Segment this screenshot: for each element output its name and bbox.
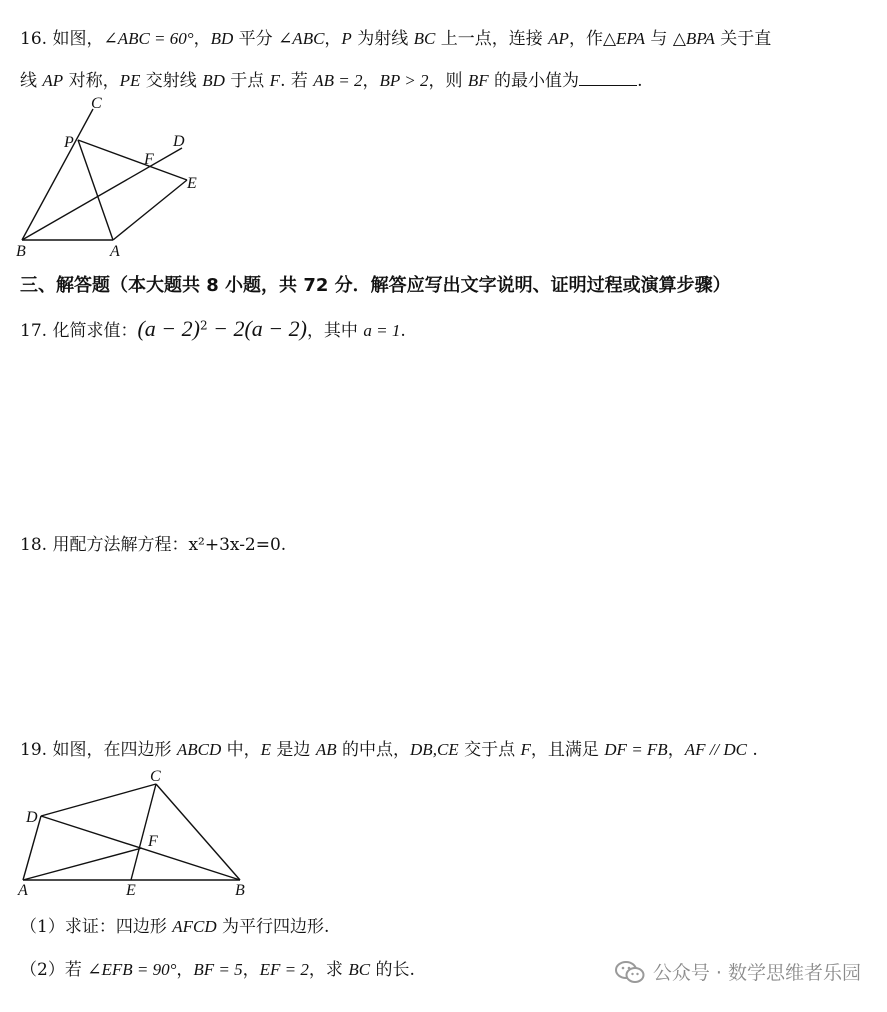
text: 关于直: [714, 29, 772, 49]
text: 的最小值为: [488, 71, 580, 91]
text: 为射线: [351, 29, 414, 49]
label-c: C: [91, 95, 102, 112]
text: 中，: [221, 740, 261, 760]
q16-line2: [20, 66, 642, 91]
math-bf-eq-5: BF = 5: [193, 960, 243, 979]
text: 的中点，: [336, 740, 411, 760]
math-bc: BC: [413, 29, 436, 48]
math-bp-gt-2: BP > 2: [379, 71, 429, 90]
text: .: [637, 71, 643, 91]
text: （2）若: [20, 960, 88, 980]
segment-cb: [156, 784, 240, 880]
math-f: F: [520, 740, 531, 759]
text: 对称，: [63, 71, 120, 91]
q17-line: [20, 316, 406, 342]
math-angle-abc-2: ∠ABC: [278, 29, 325, 48]
text: ，求: [308, 960, 349, 980]
label-b: B: [235, 882, 245, 899]
figure-q19: [0, 762, 260, 902]
label-e: E: [126, 882, 136, 899]
label-f: F: [144, 151, 154, 168]
math-angle-abc: ∠ABC = 60°: [103, 29, 194, 48]
text: ，则: [428, 71, 468, 91]
math-bd: BD: [210, 29, 234, 48]
math-df-eq-fb: DF = FB: [604, 740, 668, 759]
text: 的长.: [370, 960, 415, 980]
math-exponent: 2: [199, 318, 208, 333]
math-bc: BC: [348, 960, 371, 979]
text: 交于点: [458, 740, 521, 760]
label-a: A: [110, 243, 120, 260]
text: 与: [645, 29, 673, 49]
text: ，且满足: [530, 740, 605, 760]
q16-number: 16. 如图，: [20, 29, 104, 49]
text: ，作: [568, 29, 603, 49]
text: 线: [20, 71, 43, 91]
math-db-ce: DB,CE: [410, 740, 459, 759]
math-triangle-epa: △EPA: [602, 29, 645, 48]
text: （1）求证：四边形: [20, 917, 173, 937]
segment-af: [23, 848, 142, 880]
label-d: D: [173, 133, 185, 150]
segment-ce: [131, 784, 156, 880]
watermark: [615, 958, 861, 985]
text: 交射线: [140, 71, 203, 91]
text: 上一点，连接: [435, 29, 549, 49]
q19-line: [20, 735, 758, 760]
segment-ae: [113, 180, 187, 240]
text: ，: [176, 960, 194, 980]
text: . 若: [280, 71, 314, 91]
text: ，其中: [306, 321, 364, 341]
segment-dc: [41, 784, 156, 816]
text: 为平行四边形.: [216, 917, 330, 937]
math-e: E: [260, 740, 272, 759]
q19-number: 19. 如图，在四边形: [20, 740, 177, 760]
text: ，: [362, 71, 380, 91]
math-angle-efb: ∠EFB = 90°: [87, 960, 177, 979]
label-a: A: [18, 882, 28, 899]
math-afcd: AFCD: [172, 917, 217, 936]
math-a-eq-1: a = 1: [363, 321, 401, 340]
math-abcd: ABCD: [176, 740, 222, 759]
math-f: F: [269, 71, 281, 90]
text: .: [400, 321, 406, 341]
segment-pe: [78, 140, 187, 180]
q19-sub1: [20, 912, 329, 937]
figure-q16: [0, 92, 220, 262]
label-c: C: [150, 768, 161, 785]
wechat-icon: [615, 960, 645, 984]
math-ab-eq-2: AB = 2: [313, 71, 363, 90]
math-expr-2: − 2(a − 2): [207, 316, 307, 341]
text: 是边: [271, 740, 316, 760]
text: ，: [324, 29, 342, 49]
section-heading: 三、解答题（本大题共 8 小题，共 72 分．解答应写出文字说明、证明过程或演算步骤）: [20, 275, 731, 296]
q17-number: 17. 化简求值：: [20, 321, 138, 341]
math-bd: BD: [202, 71, 225, 90]
text: 于点: [224, 71, 270, 91]
q16-line1: [20, 24, 771, 49]
math-bf: BF: [467, 71, 489, 90]
math-ap: AP: [548, 29, 569, 48]
answer-blank[interactable]: [579, 71, 637, 86]
segment-bd: [22, 148, 182, 240]
math-af-parallel-dc: AF // DC: [684, 740, 748, 759]
text: ，: [193, 29, 211, 49]
math-p: P: [341, 29, 352, 48]
math-ab: AB: [315, 740, 337, 759]
label-d: D: [26, 809, 38, 826]
math-triangle-bpa: △BPA: [672, 29, 715, 48]
text: 平分: [233, 29, 279, 49]
label-e: E: [187, 175, 197, 192]
math-ef-eq-2: EF = 2: [259, 960, 309, 979]
math-ap: AP: [42, 71, 64, 90]
text: ，: [242, 960, 260, 980]
label-b: B: [16, 243, 26, 260]
watermark-text: 公众号 · 数学思维者乐园: [652, 962, 861, 984]
label-f: F: [148, 833, 158, 850]
text: ，: [667, 740, 685, 760]
label-p: P: [64, 134, 74, 151]
q19-sub2: [20, 955, 415, 980]
q18-line: 18. 用配方法解方程：x²+3x-2=0.: [20, 535, 287, 555]
math-expr-1: (a − 2): [137, 316, 200, 341]
math-pe: PE: [119, 71, 141, 90]
text: .: [747, 740, 758, 760]
